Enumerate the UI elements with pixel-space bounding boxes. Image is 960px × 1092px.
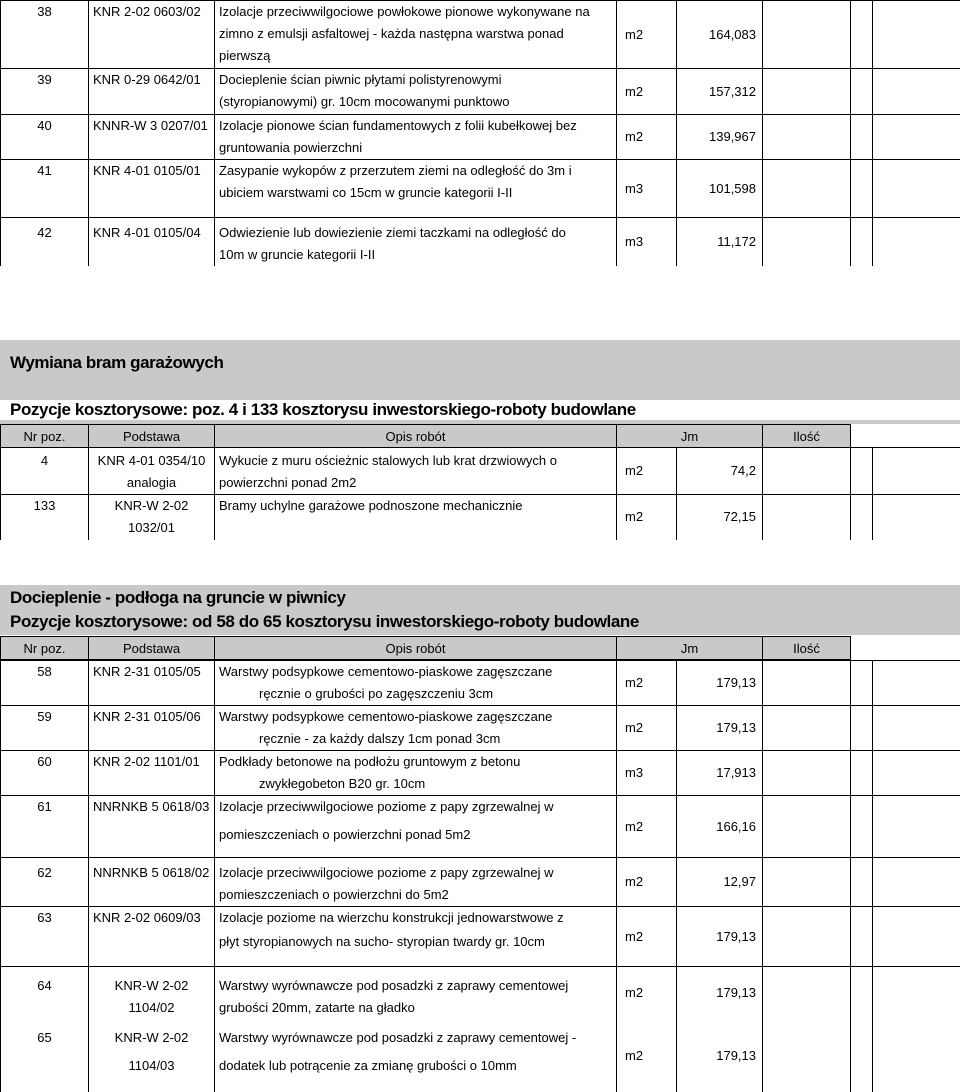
row-code: KNR 4-01 0105/01: [89, 160, 215, 218]
row-unit: m2: [617, 796, 677, 858]
row-description: Warstwy wyrównawcze pod posadzki z zaprawy cementowej - dodatek lub potrącenie za zmianę grubości o 10mm: [215, 1019, 617, 1092]
row-quantity: 179,13: [677, 1019, 763, 1092]
row-unit: m2: [617, 1, 677, 69]
row-quantity: 157,312: [677, 69, 763, 115]
row-quantity: 179,13: [677, 907, 763, 967]
row-number: 42: [1, 218, 89, 267]
table-row: [1, 907, 960, 967]
row-number: 41: [1, 160, 89, 218]
table-row: [1, 448, 960, 495]
header-description: Opis robót: [215, 637, 617, 660]
table-row: [1, 967, 960, 1020]
row-unit: m3: [617, 751, 677, 796]
row-code: KNR-W 2-02 1104/03: [89, 1019, 215, 1092]
header-quantity: Ilość: [763, 425, 851, 448]
row-unit: m2: [617, 115, 677, 160]
row-unit: m2: [617, 69, 677, 115]
row-quantity: 179,13: [677, 706, 763, 751]
row-unit: m2: [617, 495, 677, 540]
row-code: KNR 0-29 0642/01: [89, 69, 215, 115]
row-number: 59: [1, 706, 89, 751]
row-number: 38: [1, 1, 89, 69]
table-row: [1, 218, 960, 267]
row-number: 64: [1, 967, 89, 1020]
row-unit: m2: [617, 448, 677, 495]
row-quantity: 166,16: [677, 796, 763, 858]
row-code: KNR 2-31 0105/06: [89, 706, 215, 751]
row-description: Zasypanie wykopów z przerzutem ziemi na odległość do 3m i ubiciem warstwami co 15cm w gruncie kategorii I-II: [215, 160, 617, 218]
row-quantity: 179,13: [677, 967, 763, 1020]
row-quantity: 12,97: [677, 858, 763, 907]
row-number: 4: [1, 448, 89, 495]
row-unit: m2: [617, 706, 677, 751]
row-number: 62: [1, 858, 89, 907]
row-quantity: 74,2: [677, 448, 763, 495]
table-row: [1, 796, 960, 858]
section-title: Docieplenie - podłoga na gruncie w piwnicy: [0, 588, 346, 608]
row-code: NNRNKB 5 0618/03: [89, 796, 215, 858]
row-quantity: 179,13: [677, 661, 763, 706]
section-header: [0, 340, 960, 424]
row-unit: m2: [617, 907, 677, 967]
table-row: [1, 706, 960, 751]
row-number: 63: [1, 907, 89, 967]
row-description: Izolacje przeciwwilgociowe poziome z papy zgrzewalnej w pomieszczeniach o powierzchni do 5m2: [215, 858, 617, 907]
table-row: [1, 661, 960, 706]
row-description: Docieplenie ścian piwnic płytami polistyrenowymi (styropianowymi) gr. 10cm mocowanymi punktowo: [215, 69, 617, 115]
row-quantity: 72,15: [677, 495, 763, 540]
row-number: 39: [1, 69, 89, 115]
section-subtitle: Pozycje kosztorysowe: od 58 do 65 kosztorysu inwestorskiego-roboty budowlane: [0, 612, 639, 632]
row-code: KNR 2-02 1101/01: [89, 751, 215, 796]
header-unit: Jm: [617, 637, 763, 660]
row-code: KNR 4-01 0354/10 analogia: [89, 448, 215, 495]
row-description: Warstwy podsypkowe cementowo-piaskowe zagęszczane ręcznie - za każdy dalszy 1cm ponad 3cm: [215, 706, 617, 751]
section-header: [0, 585, 960, 635]
header-nr: Nr poz.: [1, 425, 89, 448]
row-number: 133: [1, 495, 89, 540]
header-nr: Nr poz.: [1, 637, 89, 660]
row-quantity: 11,172: [677, 218, 763, 267]
row-unit: m2: [617, 858, 677, 907]
section2-table: [0, 660, 960, 1092]
header-base: Podstawa: [89, 425, 215, 448]
table-row: [1, 495, 960, 540]
column-header: [0, 636, 960, 660]
row-code: KNR 2-31 0105/05: [89, 661, 215, 706]
row-number: 40: [1, 115, 89, 160]
row-quantity: 101,598: [677, 160, 763, 218]
row-quantity: 139,967: [677, 115, 763, 160]
row-description: Warstwy podsypkowe cementowo-piaskowe zagęszczane ręcznie o grubości po zagęszczeniu 3cm: [215, 661, 617, 706]
row-number: 58: [1, 661, 89, 706]
row-quantity: 164,083: [677, 1, 763, 69]
section1-table: [0, 447, 960, 540]
row-description: Odwiezienie lub dowiezienie ziemi taczkami na odległość do 10m w gruncie kategorii I-II: [215, 218, 617, 267]
row-description: Izolacje przeciwwilgociowe powłokowe pionowe wykonywane na zimno z emulsji asfaltowej - każda następna warstwa ponad pierwszą: [215, 1, 617, 69]
row-quantity: 17,913: [677, 751, 763, 796]
row-description: Bramy uchylne garażowe podnoszone mechanicznie: [215, 495, 617, 540]
row-unit: m3: [617, 218, 677, 267]
row-description: Wykucie z muru ościeżnic stalowych lub krat drzwiowych o powierzchni ponad 2m2: [215, 448, 617, 495]
table-row: [1, 751, 960, 796]
row-code: KNR-W 2-02 1032/01: [89, 495, 215, 540]
row-code: KNR-W 2-02 1104/02: [89, 967, 215, 1020]
row-description: Izolacje poziome na wierzchu konstrukcji jednowarstwowe z płyt styropianowych na sucho- styropian twardy gr. 10cm: [215, 907, 617, 967]
row-description: Izolacje pionowe ścian fundamentowych z folii kubełkowej bez gruntowania powierzchni: [215, 115, 617, 160]
row-code: KNR 4-01 0105/04: [89, 218, 215, 267]
top-table: [0, 0, 960, 266]
row-unit: m3: [617, 160, 677, 218]
row-number: 65: [1, 1019, 89, 1092]
table-row: [1, 69, 960, 115]
table-row: [1, 115, 960, 160]
row-description: Warstwy wyrównawcze pod posadzki z zaprawy cementowej grubości 20mm, zatarte na gładko: [215, 967, 617, 1020]
row-unit: m2: [617, 1019, 677, 1092]
table-row: [1, 858, 960, 907]
row-description: Izolacje przeciwwilgociowe poziome z papy zgrzewalnej w pomieszczeniach o powierzchni ponad 5m2: [215, 796, 617, 858]
row-code: KNR 2-02 0609/03: [89, 907, 215, 967]
row-number: 60: [1, 751, 89, 796]
row-number: 61: [1, 796, 89, 858]
row-unit: m2: [617, 661, 677, 706]
table-row: [1, 1019, 960, 1092]
row-description: Podkłady betonowe na podłożu gruntowym z betonu zwykłegobeton B20 gr. 10cm: [215, 751, 617, 796]
row-code: KNR 2-02 0603/02: [89, 1, 215, 69]
section-subtitle: Pozycje kosztorysowe: poz. 4 i 133 kosztorysu inwestorskiego-roboty budowlane: [0, 400, 960, 420]
column-header: [0, 424, 960, 448]
header-base: Podstawa: [89, 637, 215, 660]
row-code: NNRNKB 5 0618/02: [89, 858, 215, 907]
header-quantity: Ilość: [763, 637, 851, 660]
table-row: [1, 160, 960, 218]
header-description: Opis robót: [215, 425, 617, 448]
header-unit: Jm: [617, 425, 763, 448]
row-unit: m2: [617, 967, 677, 1020]
section-title: Wymiana bram garażowych: [0, 353, 223, 373]
row-code: KNNR-W 3 0207/01: [89, 115, 215, 160]
table-row: [1, 1, 960, 69]
